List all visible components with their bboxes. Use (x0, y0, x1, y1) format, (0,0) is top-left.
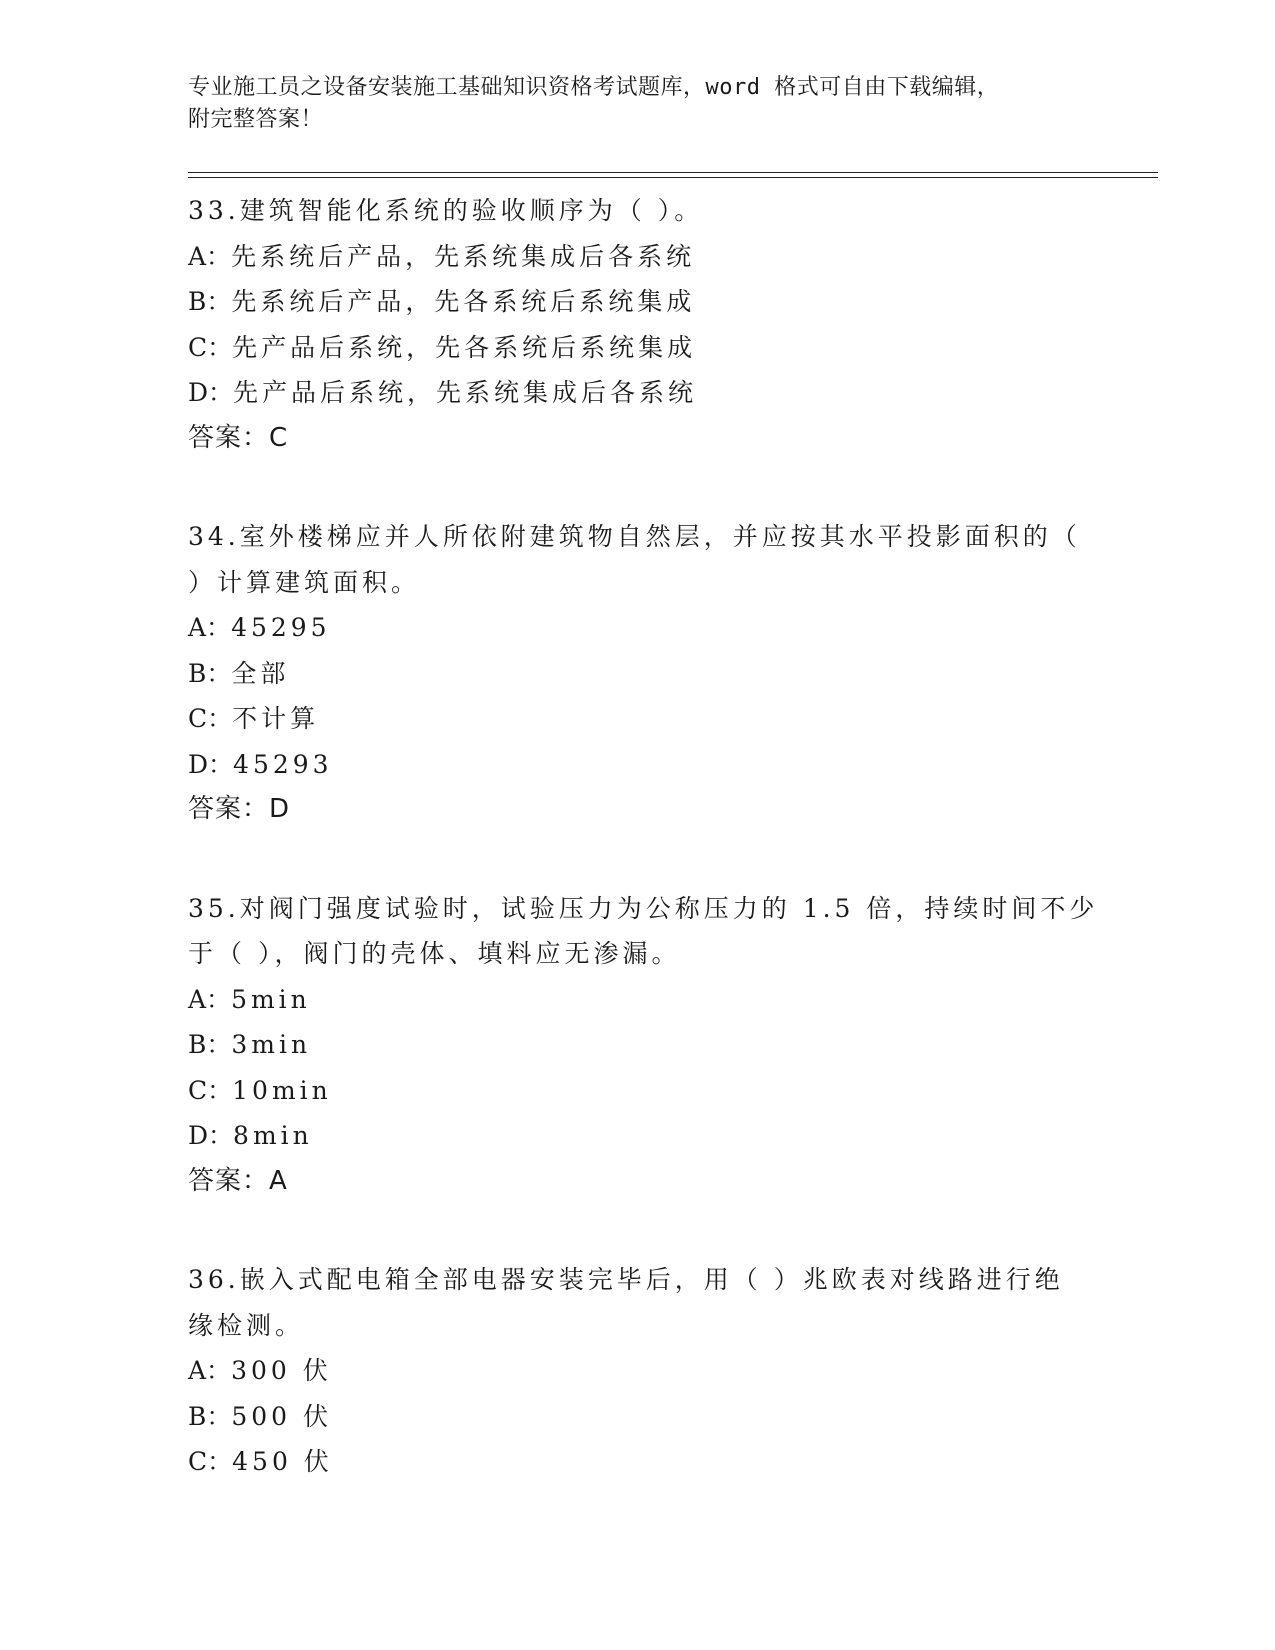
option-text: 500 伏 (231, 1401, 333, 1431)
answer-option (188, 279, 1158, 325)
answer-option (188, 1022, 1158, 1068)
answer-option (188, 696, 1158, 742)
answer-option (188, 977, 1158, 1023)
option-text: 300 伏 (231, 1356, 332, 1385)
answer-key: 答案：D (188, 794, 291, 824)
answer-key: 答案：C (188, 422, 289, 453)
option-letter: C： (188, 704, 233, 733)
document-page (188, 72, 1158, 1538)
option-letter: B： (188, 1030, 232, 1059)
question-stem-line: 36.嵌入式配电箱全部电器安装完毕后，用（ ）兆欧表对线路进行绝 (188, 1265, 1064, 1294)
question-stem-line: 于（ ），阀门的壳体、填料应无渗漏。 (188, 939, 681, 968)
question-block (188, 188, 1158, 461)
question-stem-line: 缘检测。 (188, 1310, 305, 1340)
question-stem-line: ）计算建筑面积。 (188, 567, 421, 597)
header-rule-bottom (188, 177, 1158, 178)
answer-option (188, 1394, 1158, 1440)
answer-option (188, 325, 1158, 371)
answer-option (188, 651, 1158, 697)
answer-option (188, 370, 1158, 416)
answer-key: 答案：A (188, 1165, 288, 1196)
question-stem-line: 34.室外楼梯应并人所依附建筑物自然层，并应按其水平投影面积的（ (188, 522, 1081, 551)
option-letter: D： (188, 1121, 234, 1150)
option-letter: D： (188, 378, 234, 407)
option-text: 45295 (231, 613, 331, 642)
option-text: 先产品后系统，先系统集成后各系统 (233, 378, 698, 407)
answer-option (188, 1113, 1158, 1159)
option-letter: B： (188, 1401, 232, 1431)
question-block (188, 1257, 1158, 1485)
option-text: 45293 (233, 749, 333, 779)
option-letter: C： (188, 1447, 233, 1476)
answer-option (188, 234, 1158, 280)
question-block (188, 514, 1158, 833)
option-letter: D： (188, 749, 234, 779)
document-header (188, 72, 1158, 136)
option-text: 先产品后系统，先各系统后系统集成 (232, 332, 697, 362)
question-list (188, 188, 1158, 1485)
header-rule-top (188, 172, 1158, 173)
answer-option (188, 742, 1158, 788)
option-text: 450 伏 (232, 1447, 333, 1476)
option-letter: A： (188, 613, 232, 642)
option-text: 不计算 (232, 704, 320, 733)
answer-option (188, 605, 1158, 651)
question-stem-line: 33.建筑智能化系统的验收顺序为（ ）。 (188, 196, 704, 225)
answer-option (188, 1348, 1158, 1394)
option-letter: C： (188, 1075, 233, 1105)
header-title-line-1: 专业施工员之设备安装施工基础知识资格考试题库，word 格式可自由下载编辑， (188, 75, 1000, 100)
option-text: 10min (232, 1075, 332, 1105)
option-text: 5min (231, 984, 311, 1014)
option-text: 3min (231, 1030, 312, 1059)
answer-option (188, 1439, 1158, 1485)
header-title-line-2: 附完整答案！ (188, 107, 324, 132)
option-letter: C： (188, 332, 233, 362)
option-letter: A： (188, 241, 232, 271)
option-text: 8min (233, 1121, 313, 1150)
header-double-rule (188, 172, 1158, 178)
option-letter: B： (188, 287, 232, 316)
option-text: 先系统后产品，先系统集成后各系统 (231, 241, 696, 271)
option-letter: A： (188, 1356, 232, 1385)
option-text: 全部 (231, 658, 290, 688)
answer-option (188, 1068, 1158, 1114)
option-letter: B： (188, 658, 232, 688)
option-text: 先系统后产品，先各系统后系统集成 (231, 287, 696, 316)
option-letter: A： (188, 984, 232, 1014)
question-stem-line: 35.对阀门强度试验时，试验压力为公称压力的 1.5 倍，持续时间不少 (188, 893, 1099, 923)
question-block (188, 886, 1158, 1205)
